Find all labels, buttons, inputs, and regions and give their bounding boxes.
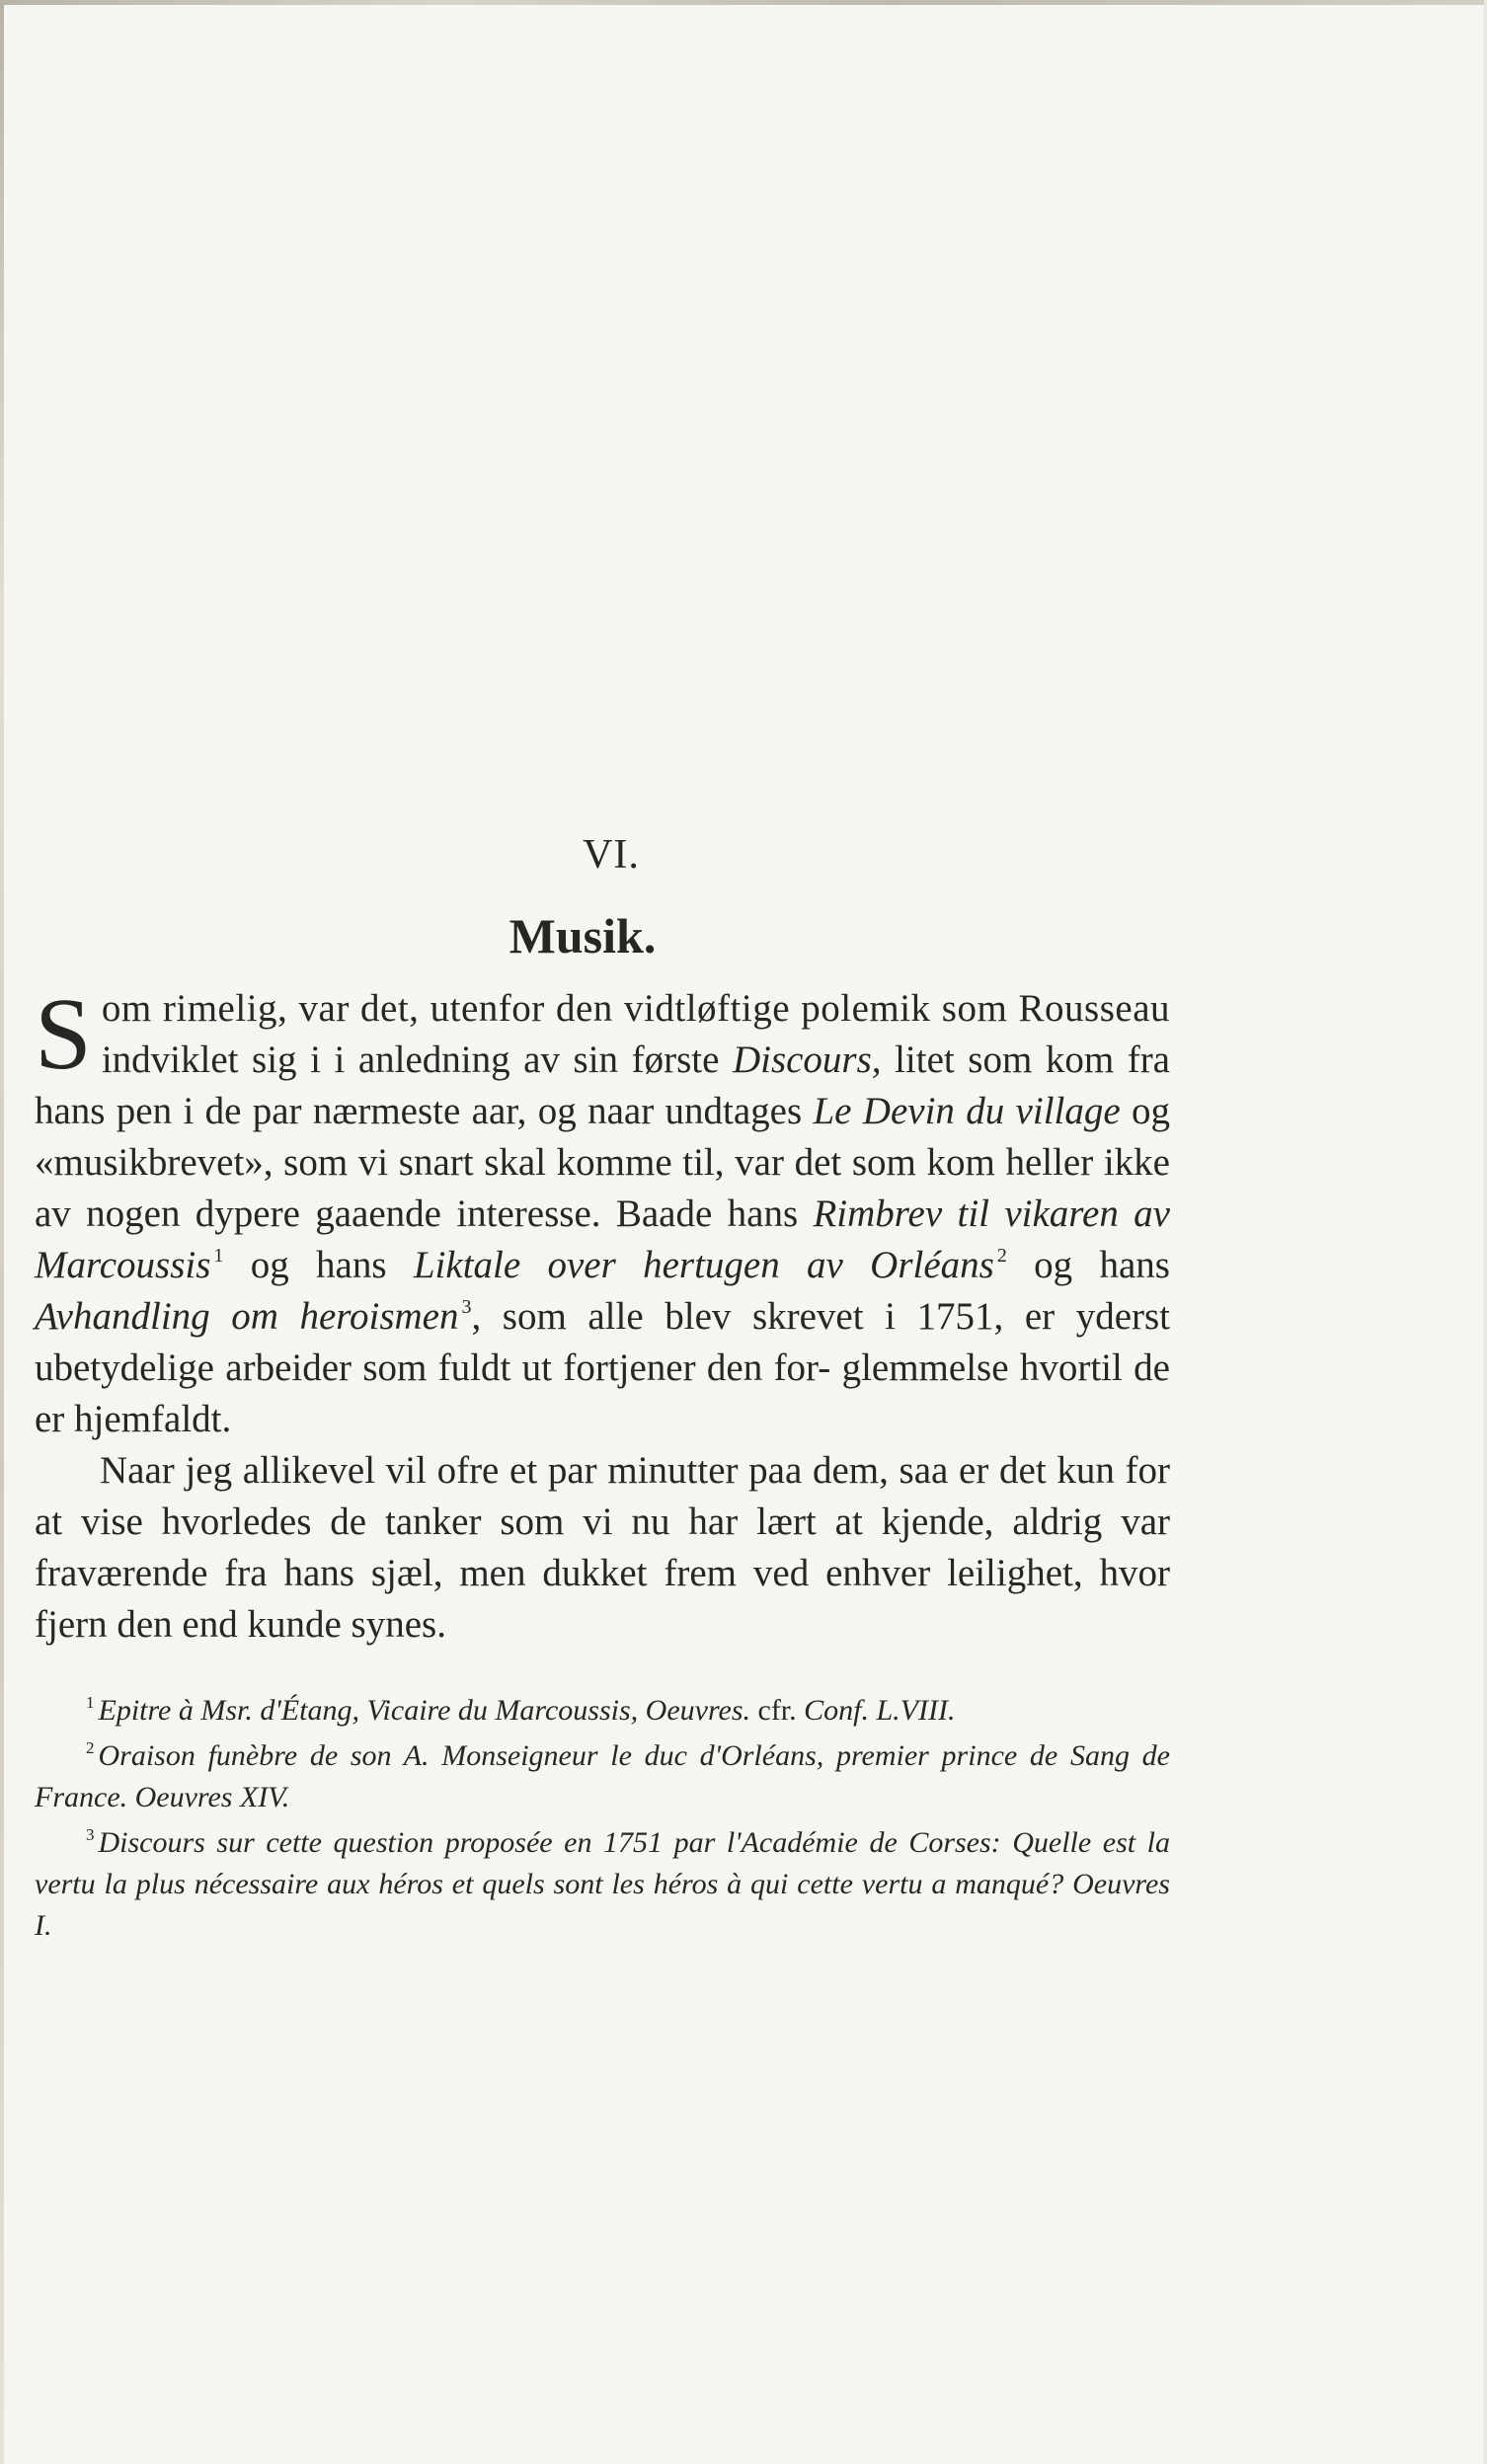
chapter-title: Musik. — [509, 908, 657, 963]
footnote-1 — [35, 1690, 1170, 1732]
footnote-mark: 3 — [86, 1825, 95, 1844]
footnote-ref-1: 1 — [213, 1245, 224, 1267]
paragraph-1-text: og «musikbrevet», som vi snart skal komme til, var det som kom heller ikke av nogen dypere gaaende interesse. Baade hans — [35, 1090, 1171, 1235]
footnote-2 — [35, 1735, 1170, 1818]
footnote-mark: 1 — [86, 1693, 95, 1712]
paragraph-1 — [35, 977, 1171, 1445]
footnote-mark: 2 — [86, 1738, 95, 1757]
scan-edge-left — [0, 0, 4, 2464]
footnotes — [35, 1690, 1170, 1947]
paragraph-2: Naar jeg allikevel vil ofre et par minutter paa dem, saa er det kun for at vise hvorledes de tanker som vi nu har lært at kjende, aldrig var fraværende fra hans sjæl, men dukket frem ved enhver leilighet, hvor fjern den end kunde synes. — [35, 1449, 1170, 1646]
drop-cap: S — [35, 977, 92, 1091]
paragraph-1-text: og hans — [1006, 1244, 1170, 1286]
footnote-text: Oraison funèbre de son A. Monseigneur le duc d'Orléans, premier prince de Sang de France. Oeuvres XIV. — [35, 1739, 1170, 1813]
title-liktale: Liktale over hertugen av Orléans — [413, 1244, 994, 1286]
title-avhandling: Avhandling om heroismen — [35, 1295, 459, 1338]
paragraph-1-text: om rimelig, var det, utenfor den vidtløftige polemik som Rousseau indviklet sig i i anledning av sin første — [101, 987, 1170, 1081]
footnote-ref-3: 3 — [461, 1296, 472, 1318]
paragraph-1-text: litet som kom fra hans pen i de par nærmeste aar, og naar undtages — [35, 1039, 1170, 1132]
scan-edge-top — [0, 0, 1487, 5]
footnote-text: cfr. — [757, 1694, 797, 1727]
footnote-ref-2: 2 — [996, 1245, 1007, 1267]
chapter-number: VI. — [583, 832, 640, 878]
title-discours: Discours, — [732, 1039, 882, 1081]
page-text-block — [35, 829, 1170, 1951]
footnote-text: Epitre à Msr. d'Étang, Vicaire du Marcoussis, Oeuvres. — [98, 1694, 758, 1727]
footnote-text: Discours sur cette question proposée en 1751 par l'Académie de Corses: Quelle est la vertu la plus nécessaire aux héros et quels sont les héros à qui cette vertu a manqué? Oeuvres I. — [35, 1826, 1170, 1942]
footnote-text: Conf. L.VIII. — [796, 1694, 956, 1727]
title-le-devin: Le Devin du village — [813, 1090, 1121, 1132]
paragraph-1-text: og hans — [223, 1244, 414, 1286]
footnote-3 — [35, 1822, 1170, 1947]
paragraph-1-text: , som alle blev skrevet i 1751, er yderst ubetydelige arbeider som fuldt ut fortjener den for- glemmelse hvortil de er hjemfaldt. — [35, 1295, 1171, 1440]
title-rimbrev: Rimbrev til vikaren av Marcoussis — [35, 1193, 1170, 1286]
